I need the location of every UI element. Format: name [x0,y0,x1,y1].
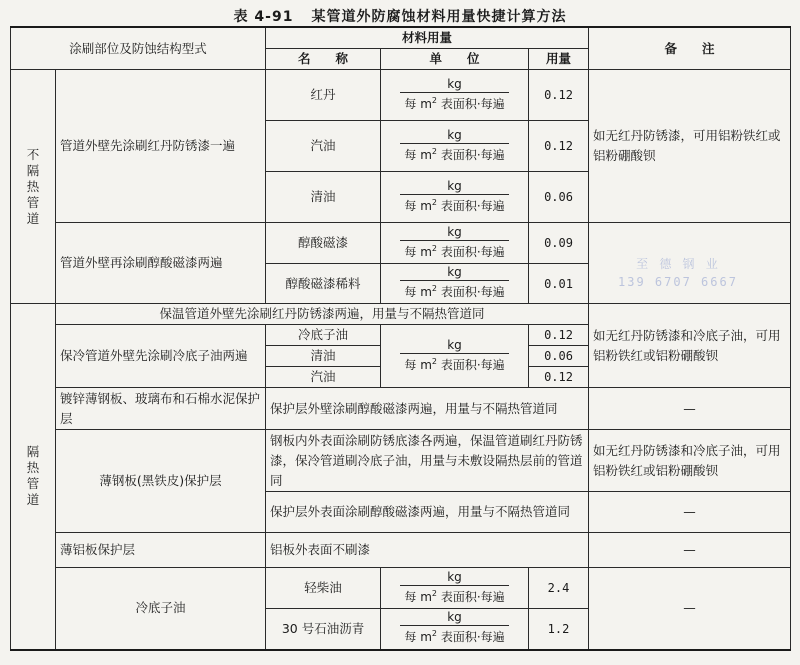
row4-item-amount: 0.12 [529,325,589,346]
row3-remark: 如无红丹防锈漆和冷底子油，可用铝粉铁红或铝粉硼酸钡 [589,304,791,388]
unit-cell: kg 每 $m^2$ 表面积·每遍 [381,172,529,223]
table-title-text: 某管道外防腐蚀材料用量快捷计算方法 [311,9,567,25]
row4-item-amount: 0.12 [529,367,589,388]
row6-text-a: 钢板内外表面涂刷防锈底漆各两遍，保温管道刷红丹防锈漆，保冷管道刷冷底子油，用量与未敷设隔热层前的管道同 [266,430,589,492]
row5-remark: — [589,388,791,430]
unit-cell: kg 每 $m^2$ 表面积·每遍 [381,264,529,304]
header-remarks: 备 注 [589,27,791,70]
unit-cell: kg 每 $m^2$ 表面积·每遍 [381,568,529,609]
row5-text: 保护层外壁涂刷醇酸磁漆两遍，用量与不隔热管道同 [266,388,589,430]
row6-text-b: 保护层外表面涂刷醇酸磁漆两遍，用量与不隔热管道同 [266,492,589,533]
row1-item-amount: 0.06 [529,172,589,223]
row4-item-amount: 0.06 [529,346,589,367]
row1-item-amount: 0.12 [529,70,589,121]
row3-description: 保温管道外壁先涂刷红丹防锈漆两遍，用量与不隔热管道同 [56,304,589,325]
row1-description: 管道外壁先涂刷红丹防锈漆一遍 [56,70,266,223]
row7-remark: — [589,533,791,568]
row4-item-name: 冷底子油 [266,325,381,346]
row5-description: 镀锌薄钢板、玻璃布和石棉水泥保护层 [56,388,266,430]
row1-item-name: 红丹 [266,70,381,121]
row6-remark-a: 如无红丹防锈漆和冷底子油，可用铝粉铁红或铝粉硼酸钡 [589,430,791,492]
table-title [0,6,800,26]
row8-item-amount: 2.4 [529,568,589,609]
header-unit: 单 位 [381,49,529,70]
row2-item-amount: 0.01 [529,264,589,304]
unit-cell: kg 每 $m^2$ 表面积·每遍 [381,609,529,650]
row6-remark-b: — [589,492,791,533]
row4-item-name: 汽油 [266,367,381,388]
row8-remark: — [589,568,791,650]
header-name: 名 称 [266,49,381,70]
watermark-line1: 至 德 钢 业 [636,257,720,271]
row8-item-name: 轻柴油 [266,568,381,609]
row1-item-name: 汽油 [266,121,381,172]
group-label-insulated: 隔 热 管 道 [11,304,56,650]
header-amount: 用量 [529,49,589,70]
header-material-usage: 材料用量 [266,27,589,49]
group-label-non-insulated: 不 隔 热 管 道 [11,70,56,304]
unit-cell: kg 每 $m^2$ 表面积·每遍 [381,121,529,172]
unit-cell: kg 每 $m^2$ 表面积·每遍 [381,325,529,388]
watermark-line2: 139 6707 6667 [618,275,738,289]
row7-description: 薄铝板保护层 [56,533,266,568]
row7-text: 铝板外表面不刷漆 [266,533,589,568]
unit-cell: kg 每 $m^2$ 表面积·每遍 [381,223,529,264]
row2-item-amount: 0.09 [529,223,589,264]
table-number: 表 4-91 [233,9,294,25]
row1-item-name: 清油 [266,172,381,223]
unit-cell: kg 每 $m^2$ 表面积·每遍 [381,70,529,121]
row2-item-name: 醇酸磁漆稀料 [266,264,381,304]
row2-item-name: 醇酸磁漆 [266,223,381,264]
row2-description: 管道外壁再涂刷醇酸磁漆两遍 [56,223,266,304]
header-structure: 涂刷部位及防蚀结构型式 [11,27,266,70]
row4-item-name: 清油 [266,346,381,367]
row8-item-amount: 1.2 [529,609,589,650]
row6-description: 薄钢板(黑铁皮)保护层 [56,430,266,533]
row4-description: 保冷管道外壁先涂刷冷底子油两遍 [56,325,266,388]
row1-item-amount: 0.12 [529,121,589,172]
anticorrosion-table [10,26,791,651]
watermark [618,255,738,291]
row8-description: 冷底子油 [56,568,266,650]
row1-remark: 如无红丹防锈漆，可用铝粉铁红或铝粉硼酸钡 [589,70,791,223]
row8-item-name: 30 号石油沥青 [266,609,381,650]
